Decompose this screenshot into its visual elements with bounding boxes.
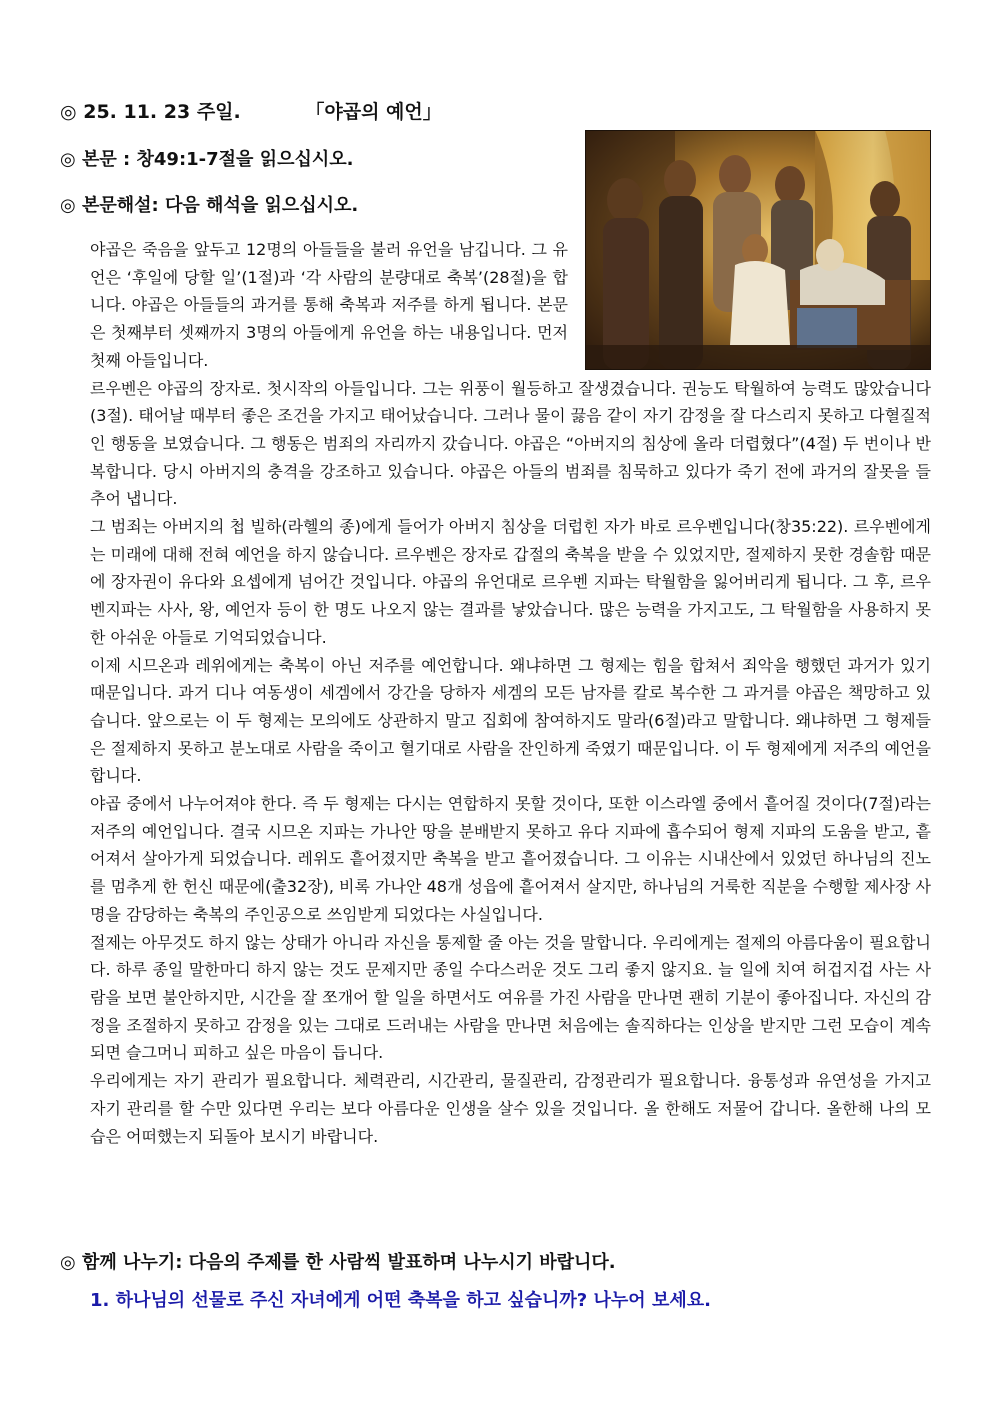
interpretation-label: 본문해설: 다음 해석을 읽으십시오. — [82, 195, 359, 216]
sharing-label: 함께 나누기: 다음의 주제를 한 사람씩 발표하며 나누시기 바랍니다. — [82, 1252, 616, 1273]
lead-paragraph: 야곱은 죽음을 앞두고 12명의 아들들을 불러 유언을 남깁니다. 그 유언은 ‘후일에 당할 일’(1절)과 ‘각 사람의 분량대로 축복’(28절)을 합니다. 야곱은 아들들의 과거를 통해 축복과 저주를 하게 됩니다. 본문은 첫째부터 셋째까지 3명의 아들에게 유언을 하는 내용입니다. 먼저 첫째 아들입니다. — [90, 240, 568, 370]
paragraph-reuben: 르우벤은 야곱의 장자로. 첫시작의 아들입니다. 그는 위풍이 월등하고 잘생겼습니다. 권능도 탁월하여 능력도 많았습니다(3절). 태어날 때부터 좋은 조건을 가지고 태어났습니다. 그러나 물이 끓음 같이 자기 감정을 잘 다스리지 못하고 다혈질적인 행동을 보였습니다. 그 행동은 범죄의 자리까지 갔습니다. 야곱은 “아버지의 침상에 올라 더렵혔다”(4절) 두 번이나 반복합니다. 당시 아버지의 충격을 강조하고 있습니다. 야곱은 아들의 범죄를 침묵하고 있다가 죽기 전에 과거의 잘못을 들추어 냅니다. — [90, 378, 931, 509]
paragraph-self-management: 우리에게는 자기 관리가 필요합니다. 체력관리, 시간관리, 물질관리, 감정관리가 필요합니다. 융통성과 유연성을 가지고 자기 관리를 할 수만 있다면 우리는 보다 아름다운 인생을 살수 있을 것입니다. 올 한해도 저물어 갑니다. 올한해 나의 모습은 어떠했는지 되돌아 보시기 바랍니다. — [90, 1071, 931, 1146]
interpretation-bullet-icon: ◎ — [60, 195, 76, 216]
paragraph-scattering: 야곱 중에서 나누어져야 한다. 즉 두 형제는 다시는 연합하지 못할 것이다, 또한 이스라엘 중에서 흩어질 것이다(7절)라는 저주의 예언입니다. 결국 시므온 지파는 가나안 땅을 분배받지 못하고 유다 지파에 흡수되어 형제 지파의 도움을 받고, 흩어져서 살아가게 되었습니다. 레위도 흩어졌지만 축복을 받고 흩어졌습니다. 그 이유는 시내산에서 있었던 하나님의 진노를 멈추게 한 헌신 때문에(출32장), 비록 가나안 48개 성읍에 흩어져서 살지만, 하나님의 거룩한 직분을 수행할 제사장 사명을 감당하는 축복의 주인공으로 쓰임받게 되었다는 사실입니다. — [90, 794, 931, 924]
paragraph-reuben-sin: 그 범죄는 아버지의 첩 빌하(라헬의 종)에게 들어가 아버지 침상을 더럽힌 자가 바로 르우벤입니다(창35:22). 르우벤에게는 미래에 대해 전혀 예언을 하지 않습니다. 르우벤은 장자로 갑절의 축복을 받을 수 있었지만, 절제하지 못한 경솔함 때문에 장자권이 유다와 요셉에게 넘어간 것입니다. 야곱의 유언대로 르우벤 지파는 탁월함을 잃어버리게 됩니다. 그 후, 르우벤지파는 사사, 왕, 예언자 등이 한 명도 나오지 않는 결과를 낳았습니다. 많은 능력을 가지고도, 그 탁월함을 사용하지 못한 아쉬운 아들로 기억되었습니다. — [90, 517, 931, 647]
discussion-question: 1. 하나님의 선물로 주신 자녀에게 어떤 축복을 하고 싶습니까? 나누어 보세요. — [90, 1290, 711, 1311]
interpretation-heading — [60, 193, 358, 219]
scripture-heading — [60, 147, 353, 173]
paragraph-self-control: 절제는 아무것도 하지 않는 상태가 아니라 자신을 통제할 줄 아는 것을 말합니다. 우리에게는 절제의 아름다움이 필요합니다. 하루 종일 말한마디 하지 않는 것도 문제지만 종일 수다스러운 것도 그리 좋지 않지요. 늘 일에 치여 허겁지겁 사는 사람을 보면 불안하지만, 시간을 잘 쪼개어 할 일을 하면서도 여유를 가진 사람을 만나면 괜히 기분이 좋아집니다. 자신의 감정을 조절하지 못하고 감정을 있는 그대로 드러내는 사람을 만나면 처음에는 솔직하다는 인상을 받지만 그런 모습이 계속되면 슬그머니 피하고 싶은 마음이 듭니다. — [90, 932, 931, 1063]
scripture-bullet-icon: ◎ — [60, 149, 76, 170]
title-bullet-icon: ◎ — [60, 101, 77, 123]
scripture-label: 본문 : 창49:1-7절을 읽으십시오. — [82, 149, 354, 170]
sharing-bullet-icon: ◎ — [60, 1252, 76, 1273]
paragraph-simeon-levi: 이제 시므온과 레위에게는 축복이 아닌 저주를 예언합니다. 왜냐하면 그 형제는 힘을 합쳐서 죄악을 행했던 과거가 있기 때문입니다. 과거 디나 여동생이 세겜에서 강간을 당하자 세겜의 모든 남자를 칼로 복수한 그 과거를 야곱은 책망하고 있습니다. 앞으로는 이 두 형제는 모의에도 상관하지 말고 집회에 참여하지도 말라(6절)라고 말합니다. 왜냐하면 그 형제들은 절제하지 못하고 분노대로 사람을 죽이고 혈기대로 사람을 잔인하게 죽였기 때문입니다. 이 두 형제에게 저주의 예언을 합니다. — [90, 655, 931, 786]
document-title — [60, 99, 442, 125]
sermon-body — [90, 236, 931, 1150]
sharing-heading — [60, 1250, 616, 1276]
date-label: 25. 11. 23 주일. — [83, 101, 241, 123]
sermon-title: 「야곱의 예언」 — [305, 101, 442, 123]
